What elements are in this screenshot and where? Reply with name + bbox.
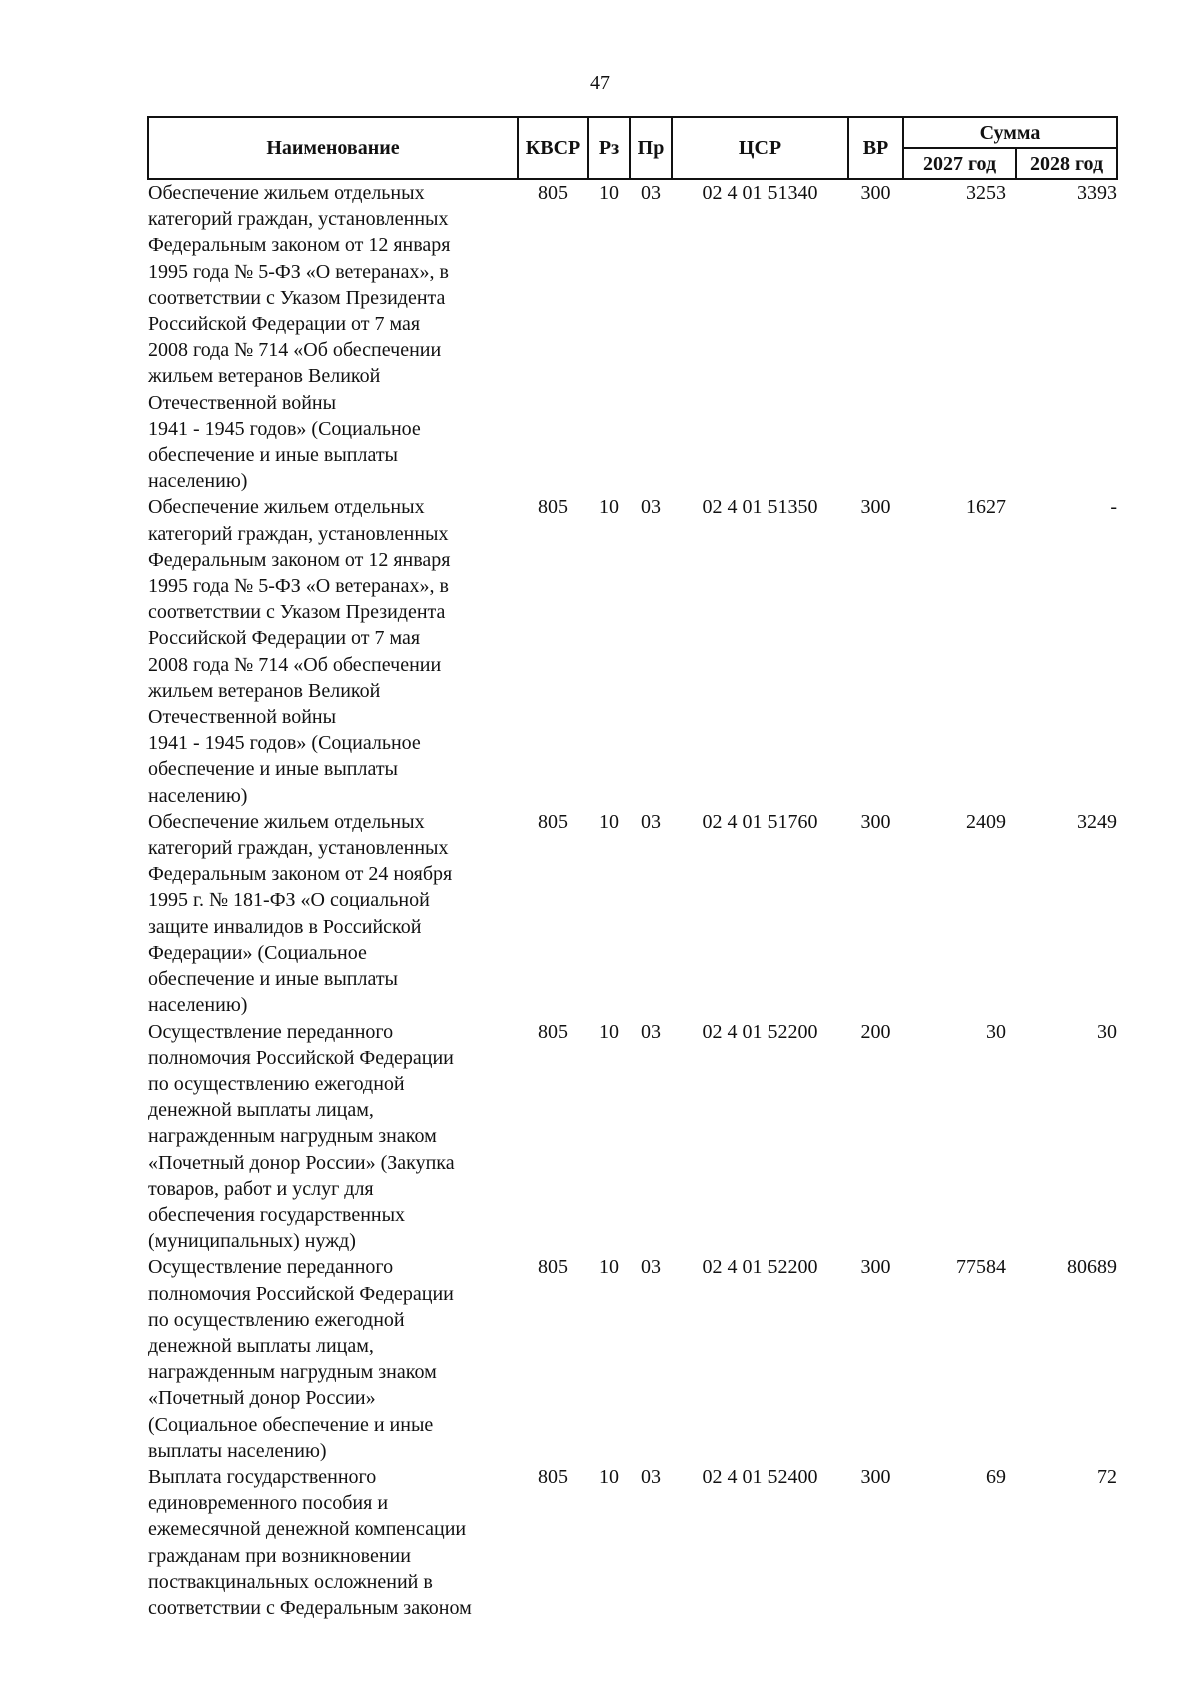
cell-pr <box>630 809 672 1019</box>
cell-vr <box>848 1019 903 1255</box>
cell-amount-2028 <box>1016 809 1117 1019</box>
cell-amount-2027 <box>903 1464 1016 1621</box>
cell-name-text: Обеспечение жильем отдельных категорий граждан, установленных Федеральным законом от 24 ноября 1995 г. № 181-ФЗ «О социальной защите инвалидов в Российской Федерации» (Социальное обеспечение и иные выплаты населению) <box>148 810 453 1017</box>
cell-amount-2028 <box>1016 179 1117 494</box>
cell-kvsr-text: 805 <box>538 182 568 204</box>
cell-amount-2027 <box>903 809 1016 1019</box>
cell-kvsr-text: 805 <box>538 1465 568 1488</box>
cell-rz-text: 10 <box>599 496 619 519</box>
cell-name <box>148 1464 518 1621</box>
cell-vr-text: 200 <box>860 1020 891 1043</box>
table-row <box>148 1464 1117 1621</box>
cell-amount-2028 <box>1016 1019 1117 1255</box>
cell-amount-2027 <box>903 1254 1016 1464</box>
cell-kvsr <box>518 1254 588 1464</box>
cell-pr <box>630 494 672 808</box>
cell-name <box>148 494 518 808</box>
cell-pr-text: 03 <box>641 1465 661 1488</box>
cell-amount-2028 <box>1016 494 1117 808</box>
cell-pr <box>630 179 672 494</box>
cell-pr <box>630 1464 672 1621</box>
header-name: Наименование <box>148 117 518 179</box>
cell-rz-text: 10 <box>599 1020 619 1043</box>
cell-vr <box>848 494 903 808</box>
cell-csr <box>672 179 848 494</box>
cell-amount-2027 <box>903 494 1016 808</box>
cell-pr <box>630 1254 672 1464</box>
header-csr: ЦСР <box>672 117 848 179</box>
cell-vr-text: 300 <box>860 182 891 204</box>
cell-vr-text: 300 <box>860 496 891 519</box>
table-row <box>148 1254 1117 1464</box>
page-number: 47 <box>590 72 610 94</box>
header-rz: Рз <box>588 117 630 179</box>
cell-rz-text: 10 <box>599 810 619 833</box>
cell-rz-text: 10 <box>599 1465 619 1488</box>
header-sum: Сумма <box>903 117 1117 148</box>
cell-amount-2028 <box>1016 1254 1117 1464</box>
cell-amount-2027 <box>903 1019 1016 1255</box>
cell-amount-2027-text: 77584 <box>956 1256 1006 1279</box>
cell-amount-2028-text: - <box>1110 496 1117 519</box>
cell-kvsr <box>518 494 588 808</box>
cell-name <box>148 1019 518 1255</box>
cell-kvsr-text: 805 <box>538 496 568 519</box>
cell-amount-2028-text: 3393 <box>1077 182 1117 204</box>
cell-vr-text: 300 <box>860 810 891 833</box>
table-body <box>148 179 1117 1621</box>
cell-amount-2028-text: 80689 <box>1067 1256 1117 1279</box>
cell-name-text: Обеспечение жильем отдельных категорий граждан, установленных Федеральным законом от 12 января 1995 года № 5-ФЗ «О ветеранах», в соответствии с Указом Президента Российской Федерации от 7 мая 2008 года № 714 «Об обеспечении жильем ветеранов Великой Отечественной войны 1941 - 1945 годов» (Социальное обеспечение и иные выплаты населению) <box>148 182 451 493</box>
cell-csr <box>672 1464 848 1621</box>
cell-rz <box>588 1464 630 1621</box>
table-row <box>148 179 1117 494</box>
cell-vr-text: 300 <box>860 1256 891 1279</box>
cell-kvsr <box>518 1464 588 1621</box>
table-row <box>148 809 1117 1019</box>
cell-csr-text: 02 4 01 51760 <box>702 810 818 833</box>
cell-name-text: Осуществление переданного полномочия Российской Федерации по осуществлению ежегодной денежной выплаты лицам, награжденным нагрудным знаком «Почетный донор России» (Закупка товаров, работ и услуг для обеспечения государственных (муниципальных) нужд) <box>148 1020 455 1253</box>
cell-amount-2027-text: 2409 <box>966 810 1006 833</box>
cell-amount-2027-text: 30 <box>986 1020 1006 1043</box>
cell-kvsr <box>518 1019 588 1255</box>
cell-vr <box>848 809 903 1019</box>
cell-rz <box>588 179 630 494</box>
cell-amount-2028-text: 72 <box>1097 1465 1117 1488</box>
header-year-2028: 2028 год <box>1016 148 1117 179</box>
cell-amount-2027-text: 69 <box>986 1465 1006 1488</box>
table-row <box>148 494 1117 808</box>
cell-kvsr-text: 805 <box>538 810 568 833</box>
cell-amount-2027 <box>903 179 1016 494</box>
cell-vr <box>848 1464 903 1621</box>
cell-pr-text: 03 <box>641 182 661 204</box>
table-row <box>148 1019 1117 1255</box>
cell-name-text: Выплата государственного единовременного пособия и ежемесячной денежной компенсации гражданам при возникновении поствакцинальных осложнений в соответствии с Федеральным законом <box>148 1465 472 1619</box>
cell-name-text: Обеспечение жильем отдельных категорий граждан, установленных Федеральным законом от 12 января 1995 года № 5-ФЗ «О ветеранах», в соответствии с Указом Президента Российской Федерации от 7 мая 2008 года № 714 «Об обеспечении жильем ветеранов Великой Отечественной войны 1941 - 1945 годов» (Социальное обеспечение и иные выплаты населению) <box>148 496 451 807</box>
cell-vr <box>848 1254 903 1464</box>
cell-csr-text: 02 4 01 52200 <box>702 1020 818 1043</box>
cell-amount-2028-text: 3249 <box>1077 810 1117 833</box>
cell-kvsr-text: 805 <box>538 1020 568 1043</box>
cell-pr <box>630 1019 672 1255</box>
cell-csr <box>672 809 848 1019</box>
cell-amount-2027-text: 3253 <box>966 182 1006 204</box>
cell-csr-text: 02 4 01 51340 <box>702 182 818 204</box>
header-vr: ВР <box>848 117 903 179</box>
cell-name-text: Осуществление переданного полномочия Российской Федерации по осуществлению ежегодной денежной выплаты лицам, награжденным нагрудным знаком «Почетный донор России» (Социальное обеспечение и иные выплаты населению) <box>148 1256 454 1462</box>
cell-rz <box>588 1019 630 1255</box>
budget-table <box>147 116 1118 1621</box>
cell-pr-text: 03 <box>641 496 661 519</box>
cell-name <box>148 1254 518 1464</box>
cell-rz-text: 10 <box>599 182 619 204</box>
cell-amount-2027-text: 1627 <box>966 496 1006 519</box>
cell-amount-2028-text: 30 <box>1097 1020 1117 1043</box>
cell-pr-text: 03 <box>641 1020 661 1043</box>
cell-csr <box>672 494 848 808</box>
header-year-2027: 2027 год <box>903 148 1016 179</box>
cell-csr-text: 02 4 01 52400 <box>702 1465 818 1488</box>
cell-rz-text: 10 <box>599 1256 619 1279</box>
cell-amount-2028 <box>1016 1464 1117 1621</box>
cell-vr-text: 300 <box>860 1465 891 1488</box>
cell-name <box>148 809 518 1019</box>
cell-kvsr <box>518 179 588 494</box>
cell-rz <box>588 494 630 808</box>
header-kvsr: КВСР <box>518 117 588 179</box>
header-pr: Пр <box>630 117 672 179</box>
cell-rz <box>588 809 630 1019</box>
cell-csr-text: 02 4 01 52200 <box>702 1256 818 1279</box>
cell-pr-text: 03 <box>641 810 661 833</box>
cell-kvsr <box>518 809 588 1019</box>
cell-csr <box>672 1019 848 1255</box>
cell-kvsr-text: 805 <box>538 1256 568 1279</box>
cell-csr <box>672 1254 848 1464</box>
cell-csr-text: 02 4 01 51350 <box>702 496 818 519</box>
cell-name <box>148 179 518 494</box>
cell-pr-text: 03 <box>641 1256 661 1279</box>
cell-vr <box>848 179 903 494</box>
cell-rz <box>588 1254 630 1464</box>
